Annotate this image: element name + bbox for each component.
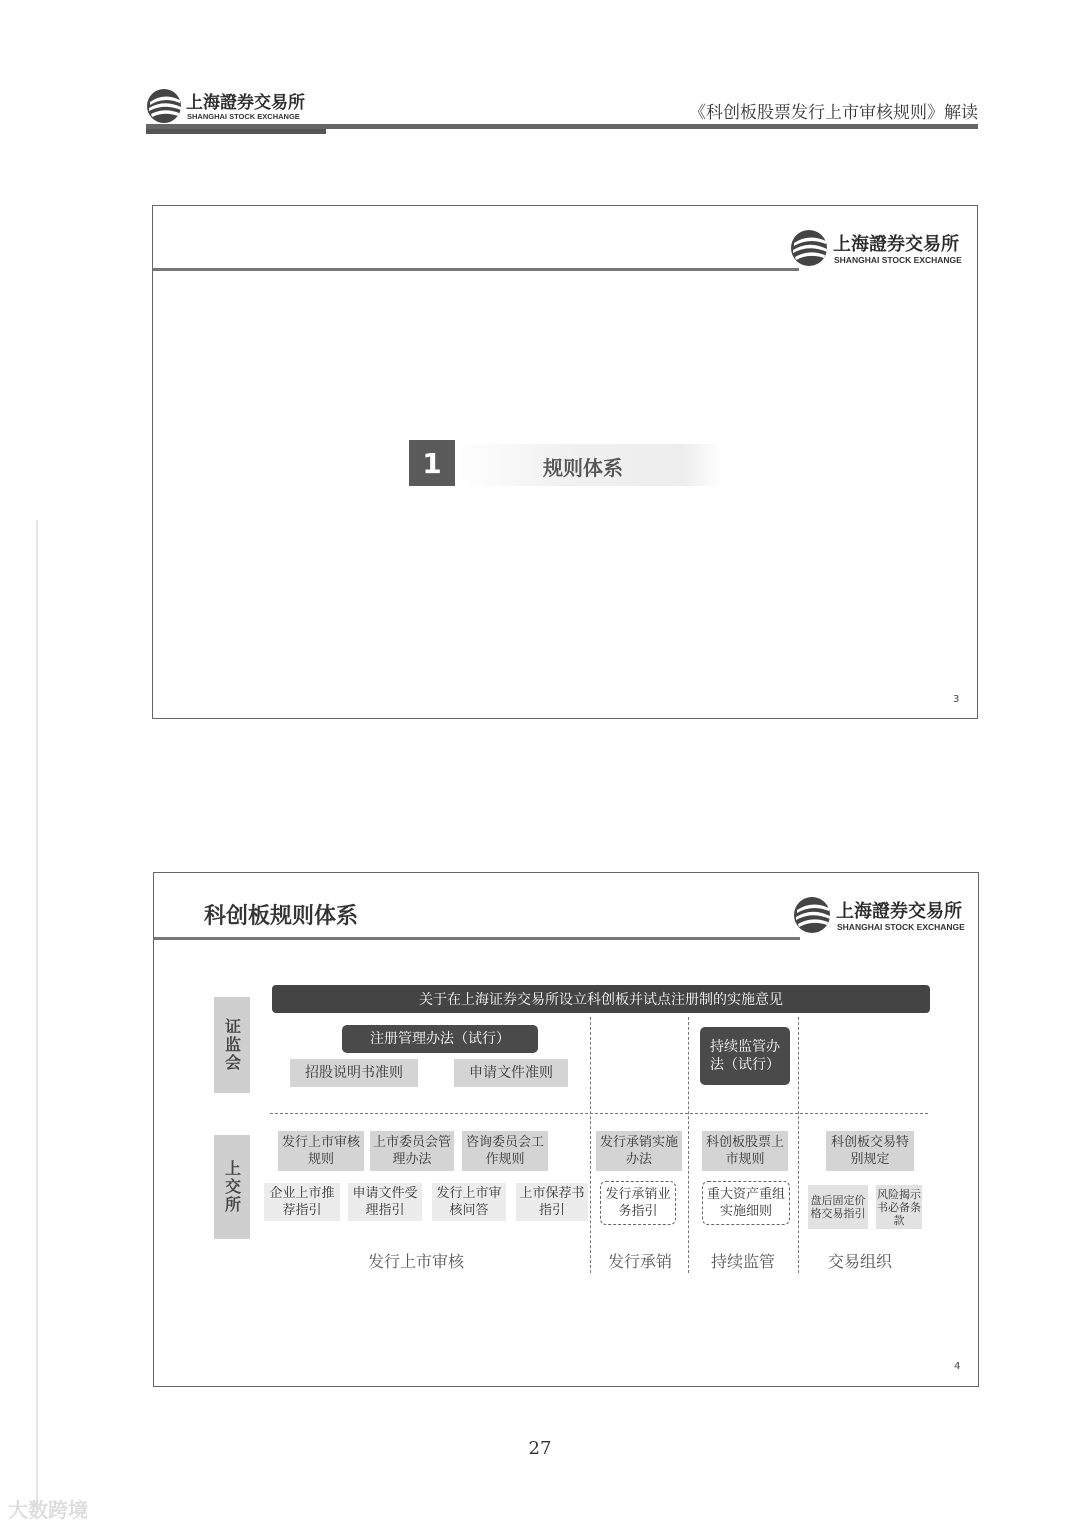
slide2-logo xyxy=(792,893,978,937)
implementation-opinion-banner: 关于在上海证券交易所设立科创板并试点注册制的实施意见 xyxy=(272,985,930,1013)
review-qa: 发行上市审核问答 xyxy=(432,1183,506,1221)
column-divider xyxy=(688,1017,689,1273)
slide-number: 3 xyxy=(953,694,960,705)
slide-number: 4 xyxy=(954,1361,961,1372)
slide-section-divider xyxy=(152,205,978,719)
review-rules: 发行上市审核规则 xyxy=(278,1131,364,1171)
slide1-title-rule xyxy=(153,268,799,271)
section-number-box: 1 xyxy=(409,440,455,486)
header-rule-notch xyxy=(146,129,326,134)
column-label-trading: 交易组织 xyxy=(827,1252,892,1271)
after-hours-trading-guide: 盘后固定价格交易指引 xyxy=(808,1185,868,1229)
continuous-supervision-measures: 持续监管办法（试行） xyxy=(700,1027,790,1085)
listing-committee-measures: 上市委员会管理办法 xyxy=(370,1131,454,1171)
prospectus-standards: 招股说明书准则 xyxy=(290,1059,418,1087)
acceptance-guide: 申请文件受理指引 xyxy=(348,1183,422,1221)
header-logo-cn: 上海證券交易所 xyxy=(186,93,305,113)
slide2-title-rule xyxy=(154,937,800,940)
application-standards: 申请文件准则 xyxy=(454,1059,568,1087)
row-label-sse: 上交所 xyxy=(214,1135,250,1239)
document-title: 《科创板股票发行上市审核规则》解读 xyxy=(689,103,978,123)
underwriting-business-guide: 发行承销业务指引 xyxy=(600,1181,676,1225)
restructuring-rules: 重大资产重组实施细则 xyxy=(702,1181,790,1225)
slide2-logo-cn: 上海證券交易所 xyxy=(836,901,962,922)
column-label-underwriting: 发行承销 xyxy=(607,1252,672,1271)
column-label-supervision: 持续监管 xyxy=(710,1252,775,1271)
registration-measures: 注册管理办法（试行） xyxy=(342,1025,538,1053)
header-logo-en: SHANGHAI STOCK EXCHANGE xyxy=(187,112,300,121)
column-divider xyxy=(798,1017,799,1273)
slide1-logo xyxy=(789,226,975,270)
trading-special-rules: 科创板交易特别规定 xyxy=(826,1131,914,1171)
risk-disclosure-clauses: 风险揭示书必备条款 xyxy=(876,1185,922,1229)
column-label-review: 发行上市审核 xyxy=(367,1252,464,1271)
sponsor-letter-guide: 上市保荐书指引 xyxy=(516,1183,588,1221)
underwriting-measures: 发行承销实施办法 xyxy=(596,1131,682,1171)
slide-rule-system xyxy=(153,872,979,1387)
slide-title: 科创板规则体系 xyxy=(204,904,359,929)
advisory-committee-rules: 咨询委员会工作规则 xyxy=(462,1131,548,1171)
section-title: 规则体系 xyxy=(543,456,623,480)
recommendation-guide: 企业上市推荐指引 xyxy=(264,1183,340,1221)
slide1-logo-en: SHANGHAI STOCK EXCHANGE xyxy=(834,255,962,265)
row-label-csrc: 证监会 xyxy=(214,997,250,1093)
header-logo xyxy=(146,86,326,126)
slide2-logo-en: SHANGHAI STOCK EXCHANGE xyxy=(837,922,965,932)
listing-rules: 科创板股票上市规则 xyxy=(702,1131,788,1171)
watermark: 大数跨境 xyxy=(8,1498,88,1522)
row-divider xyxy=(270,1113,928,1114)
page-number: 27 xyxy=(528,1438,552,1459)
column-divider xyxy=(590,1017,591,1273)
page-left-rule xyxy=(36,520,38,1510)
slide1-logo-cn: 上海證券交易所 xyxy=(833,234,959,255)
